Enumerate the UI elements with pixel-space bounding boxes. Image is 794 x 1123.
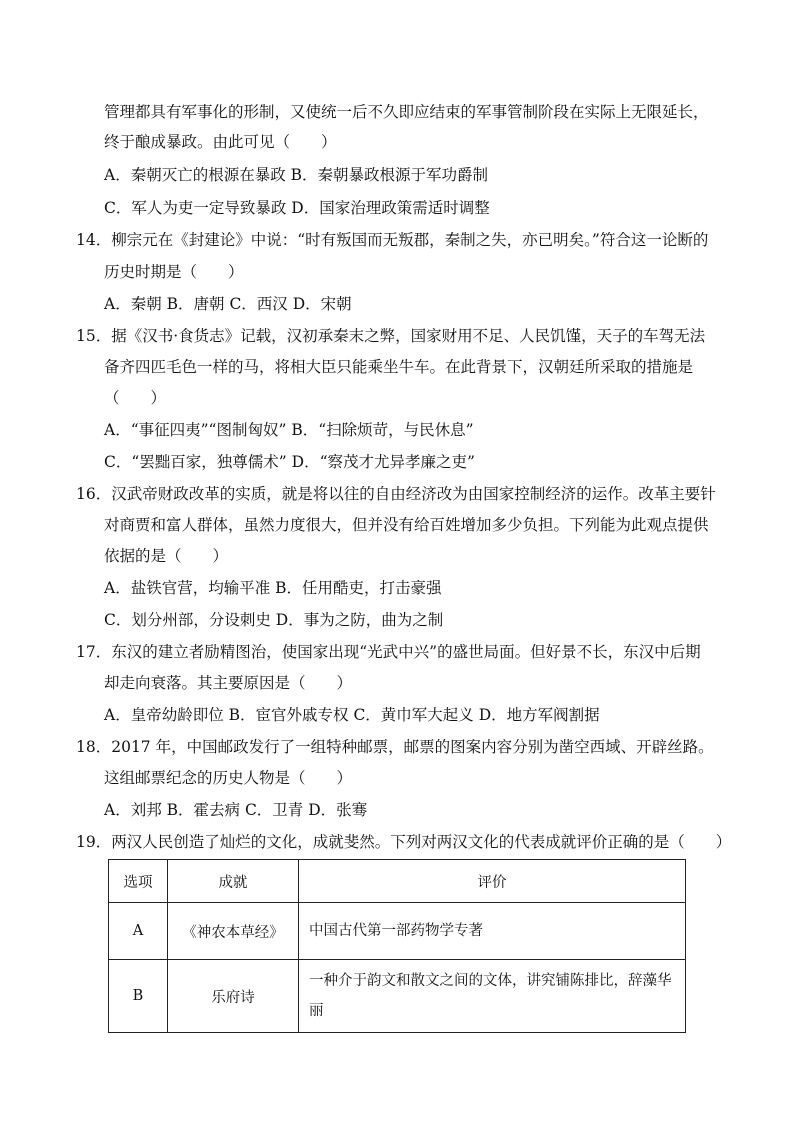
q14-stem-line-1: 14．柳宗元在《封建论》中说：“时有叛国而无叛郡，秦制之失，亦已明矣。”符合这一论断的 [76, 231, 709, 249]
q15-stem-line-3: （ ） [104, 389, 167, 407]
q17-stem-line-2: 却走向衰落。其主要原因是（ ） [104, 674, 353, 692]
q18-stem-line-1: 18．2017 年，中国邮政发行了一组特种邮票，邮票的图案内容分别为凿空西域、开辟丝路。 [76, 738, 714, 756]
table-header-achievement: 成就 [168, 860, 299, 903]
q16-stem-line-3: 依据的是（ ） [104, 547, 229, 565]
table-cell-achievement: 乐府诗 [168, 960, 299, 1033]
q16-stem-line-1: 16．汉武帝财政改革的实质，就是将以往的自由经济改为由国家控制经济的运作。改革主要针 [76, 485, 716, 503]
q19-stem-line-1: 19．两汉人民创造了灿烂的文化，成就斐然。下列对两汉文化的代表成就评价正确的是（ ） [76, 833, 732, 851]
table-header-option: 选项 [109, 860, 168, 903]
table-header-row [109, 860, 686, 903]
table-row [109, 960, 686, 1033]
table-cell-option: B [109, 960, 168, 1033]
table-header-evaluation: 评价 [299, 860, 686, 903]
q14-options: A．秦朝 B．唐朝 C．西汉 D．宋朝 [104, 295, 352, 313]
table-cell-evaluation: 中国古代第一部药物学专著 [299, 903, 686, 960]
q19-table [108, 859, 686, 1033]
table-cell-evaluation: 一种介于韵文和散文之间的文体，讲究铺陈排比，辞藻华丽 [299, 960, 686, 1033]
q13-stem-line-1: 管理都具有军事化的形制，又使统一后不久即应结束的军事管制阶段在实际上无限延长， [104, 103, 709, 121]
q15-options-ab: A．“事征四夷”“图制匈奴” B．“扫除烦苛，与民休息” [104, 421, 474, 439]
q13-stem-line-2: 终于酿成暴政。由此可见（ ） [104, 133, 337, 151]
q13-options-ab: A．秦朝灭亡的根源在暴政 B．秦朝暴政根源于军功爵制 [104, 166, 489, 184]
q13-options-cd: C．军人为吏一定导致暴政 D．国家治理政策需适时调整 [104, 199, 490, 217]
q18-stem-line-2: 这组邮票纪念的历史人物是（ ） [104, 769, 353, 787]
q16-options-ab: A．盐铁官营，均输平准 B．任用酷吏，打击豪强 [104, 579, 442, 597]
table-row [109, 903, 686, 960]
q14-stem-line-2: 历史时期是（ ） [104, 263, 244, 281]
q15-stem-line-2: 备齐四匹毛色一样的马，将相大臣只能乘坐牛车。在此背景下，汉朝廷所采取的措施是 [104, 358, 694, 376]
q15-options-cd: C．“罢黜百家，独尊儒术” D．“察茂才尤异孝廉之吏” [104, 453, 475, 471]
table-cell-achievement: 《神农本草经》 [168, 903, 299, 960]
q15-stem-line-1: 15．据《汉书·食货志》记载，汉初承秦末之弊，国家财用不足、人民饥馑，天子的车驾无法 [76, 327, 706, 345]
table-cell-option: A [109, 903, 168, 960]
q17-options: A．皇帝幼龄即位 B．宦官外戚专权 C．黄巾军大起义 D．地方军阀割据 [104, 706, 600, 724]
q18-options: A．刘邦 B．霍去病 C．卫青 D．张骞 [104, 801, 368, 819]
q16-options-cd: C．划分州部，分设刺史 D．事为之防，曲为之制 [104, 611, 444, 629]
q16-stem-line-2: 对商贾和富人群体，虽然力度很大，但并没有给百姓增加多少负担。下列能为此观点提供 [104, 516, 709, 534]
q17-stem-line-1: 17．东汉的建立者励精图治，使国家出现“光武中兴”的盛世局面。但好景不长，东汉中后期 [76, 643, 701, 661]
